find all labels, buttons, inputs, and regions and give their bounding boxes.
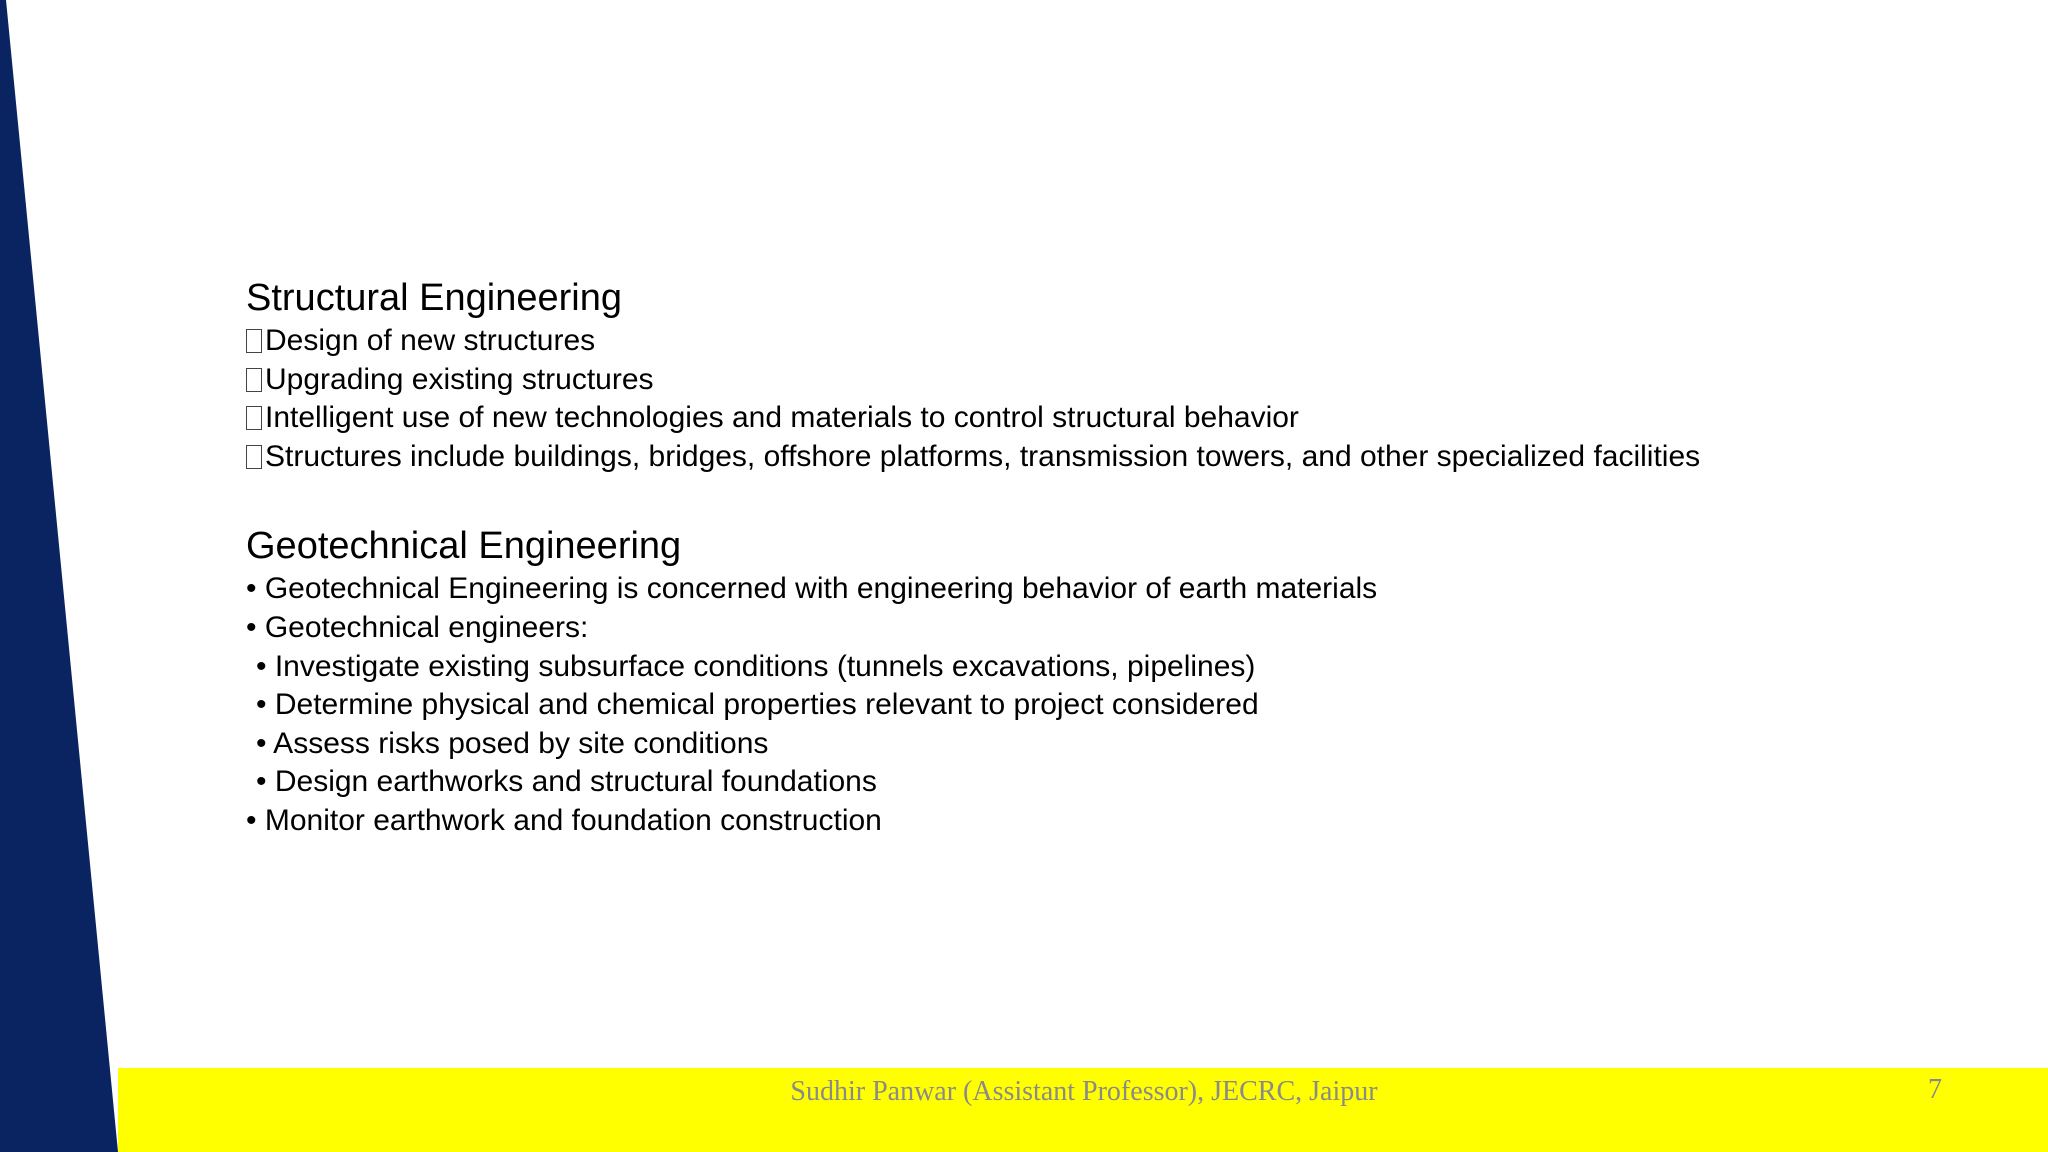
page-number: 7 bbox=[1928, 1074, 1942, 1105]
list-item bbox=[246, 322, 2006, 361]
geotechnical-engineering-list bbox=[246, 570, 2006, 840]
list-item: • Geotechnical Engineering is concerned with engineering behavior of earth materials bbox=[246, 572, 1378, 606]
list-item bbox=[246, 438, 2006, 477]
list-item bbox=[246, 361, 2006, 400]
list-item: • Determine physical and chemical properties relevant to project considered bbox=[256, 688, 1259, 722]
missing-glyph-icon bbox=[246, 406, 262, 430]
list-item-text: Upgrading existing structures bbox=[265, 362, 654, 396]
navy-side-band bbox=[0, 0, 124, 1152]
footer-credit: Sudhir Panwar (Assistant Professor), JECRC, Jaipur bbox=[790, 1076, 1378, 1107]
list-item: • Investigate existing subsurface conditions (tunnels excavations, pipelines) bbox=[256, 649, 1256, 683]
missing-glyph-icon bbox=[246, 368, 262, 392]
list-item: • Geotechnical engineers: bbox=[246, 610, 589, 644]
structural-engineering-list bbox=[246, 322, 2006, 476]
slide-content bbox=[246, 274, 2006, 841]
list-item-text: Intelligent use of new technologies and materials to control structural behavior bbox=[265, 401, 1299, 435]
list-item bbox=[246, 399, 2006, 438]
geotechnical-engineering-heading: Geotechnical Engineering bbox=[246, 525, 682, 568]
missing-glyph-icon bbox=[246, 329, 262, 353]
section-spacer bbox=[246, 476, 2006, 522]
list-item: • Design earthworks and structural foundations bbox=[256, 765, 877, 799]
navy-wedge bbox=[0, 0, 118, 1152]
missing-glyph-icon bbox=[246, 445, 262, 469]
list-item: • Assess risks posed by site conditions bbox=[256, 726, 769, 760]
list-item: • Monitor earthwork and foundation construction bbox=[246, 803, 882, 837]
list-item-text: Structures include buildings, bridges, offshore platforms, transmission towers, and other specialized facilities bbox=[265, 439, 1701, 473]
footer-bar bbox=[118, 1068, 2048, 1152]
structural-engineering-heading: Structural Engineering bbox=[246, 277, 622, 319]
list-item-text: Design of new structures bbox=[265, 324, 596, 357]
